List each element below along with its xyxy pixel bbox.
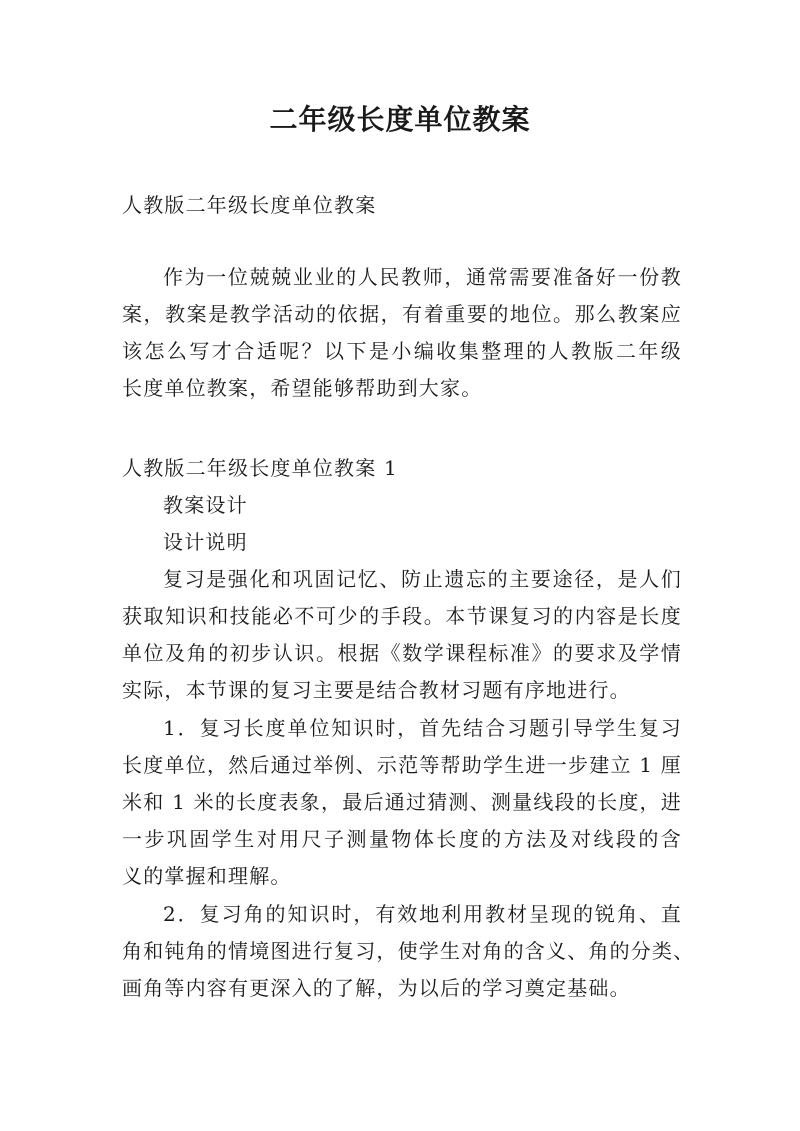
para3-line: 画角等内容有更深入的了解，为以后的学习奠定基础。 [122,976,631,1000]
intro-line: 作为一位兢兢业业的人民教师，通常需要准备好一份教 [163,265,682,289]
para1-line: 复习是强化和巩固记忆、防止遗忘的主要途径，是人们 [163,567,682,591]
intro-line: 长度单位教案，希望能够帮助到大家。 [122,376,483,400]
para2-line: 长度单位，然后通过举例、示范等帮助学生进一步建立 1 厘 [122,753,682,777]
para2-line: 米和 1 米的长度表象，最后通过猜测、测量线段的长度，进 [122,790,682,814]
doc-subtitle: 人教版二年级长度单位教案 [122,193,377,217]
para1-line: 实际，本节课的复习主要是结合教材习题有序地进行。 [122,678,631,702]
intro-line: 案，教案是教学活动的依据，有着重要的地位。那么教案应 [122,302,682,326]
para2-line: 一步巩固学生对用尺子测量物体长度的方法及对线段的含 [122,827,682,851]
heading-design-notes: 设计说明 [163,530,248,554]
section-title: 人教版二年级长度单位教案 1 [122,456,398,480]
para1-line: 单位及角的初步认识。根据《数学课程标准》的要求及学情 [122,641,682,665]
para3-line: 2．复习角的知识时，有效地利用教材呈现的锐角、直 [163,902,682,926]
page-title: 二年级长度单位教案 [269,103,531,136]
para3-line: 角和钝角的情境图进行复习，使学生对角的含义、角的分类、 [122,939,695,963]
para1-line: 获取知识和技能必不可少的手段。本节课复习的内容是长度 [122,604,682,628]
para2-line: 义的掌握和理解。 [122,864,292,888]
para2-line: 1．复习长度单位知识时，首先结合习题引导学生复习 [163,716,682,740]
intro-line: 该怎么写才合适呢？以下是小编收集整理的人教版二年级 [122,339,682,363]
heading-lesson-design: 教案设计 [163,493,248,517]
